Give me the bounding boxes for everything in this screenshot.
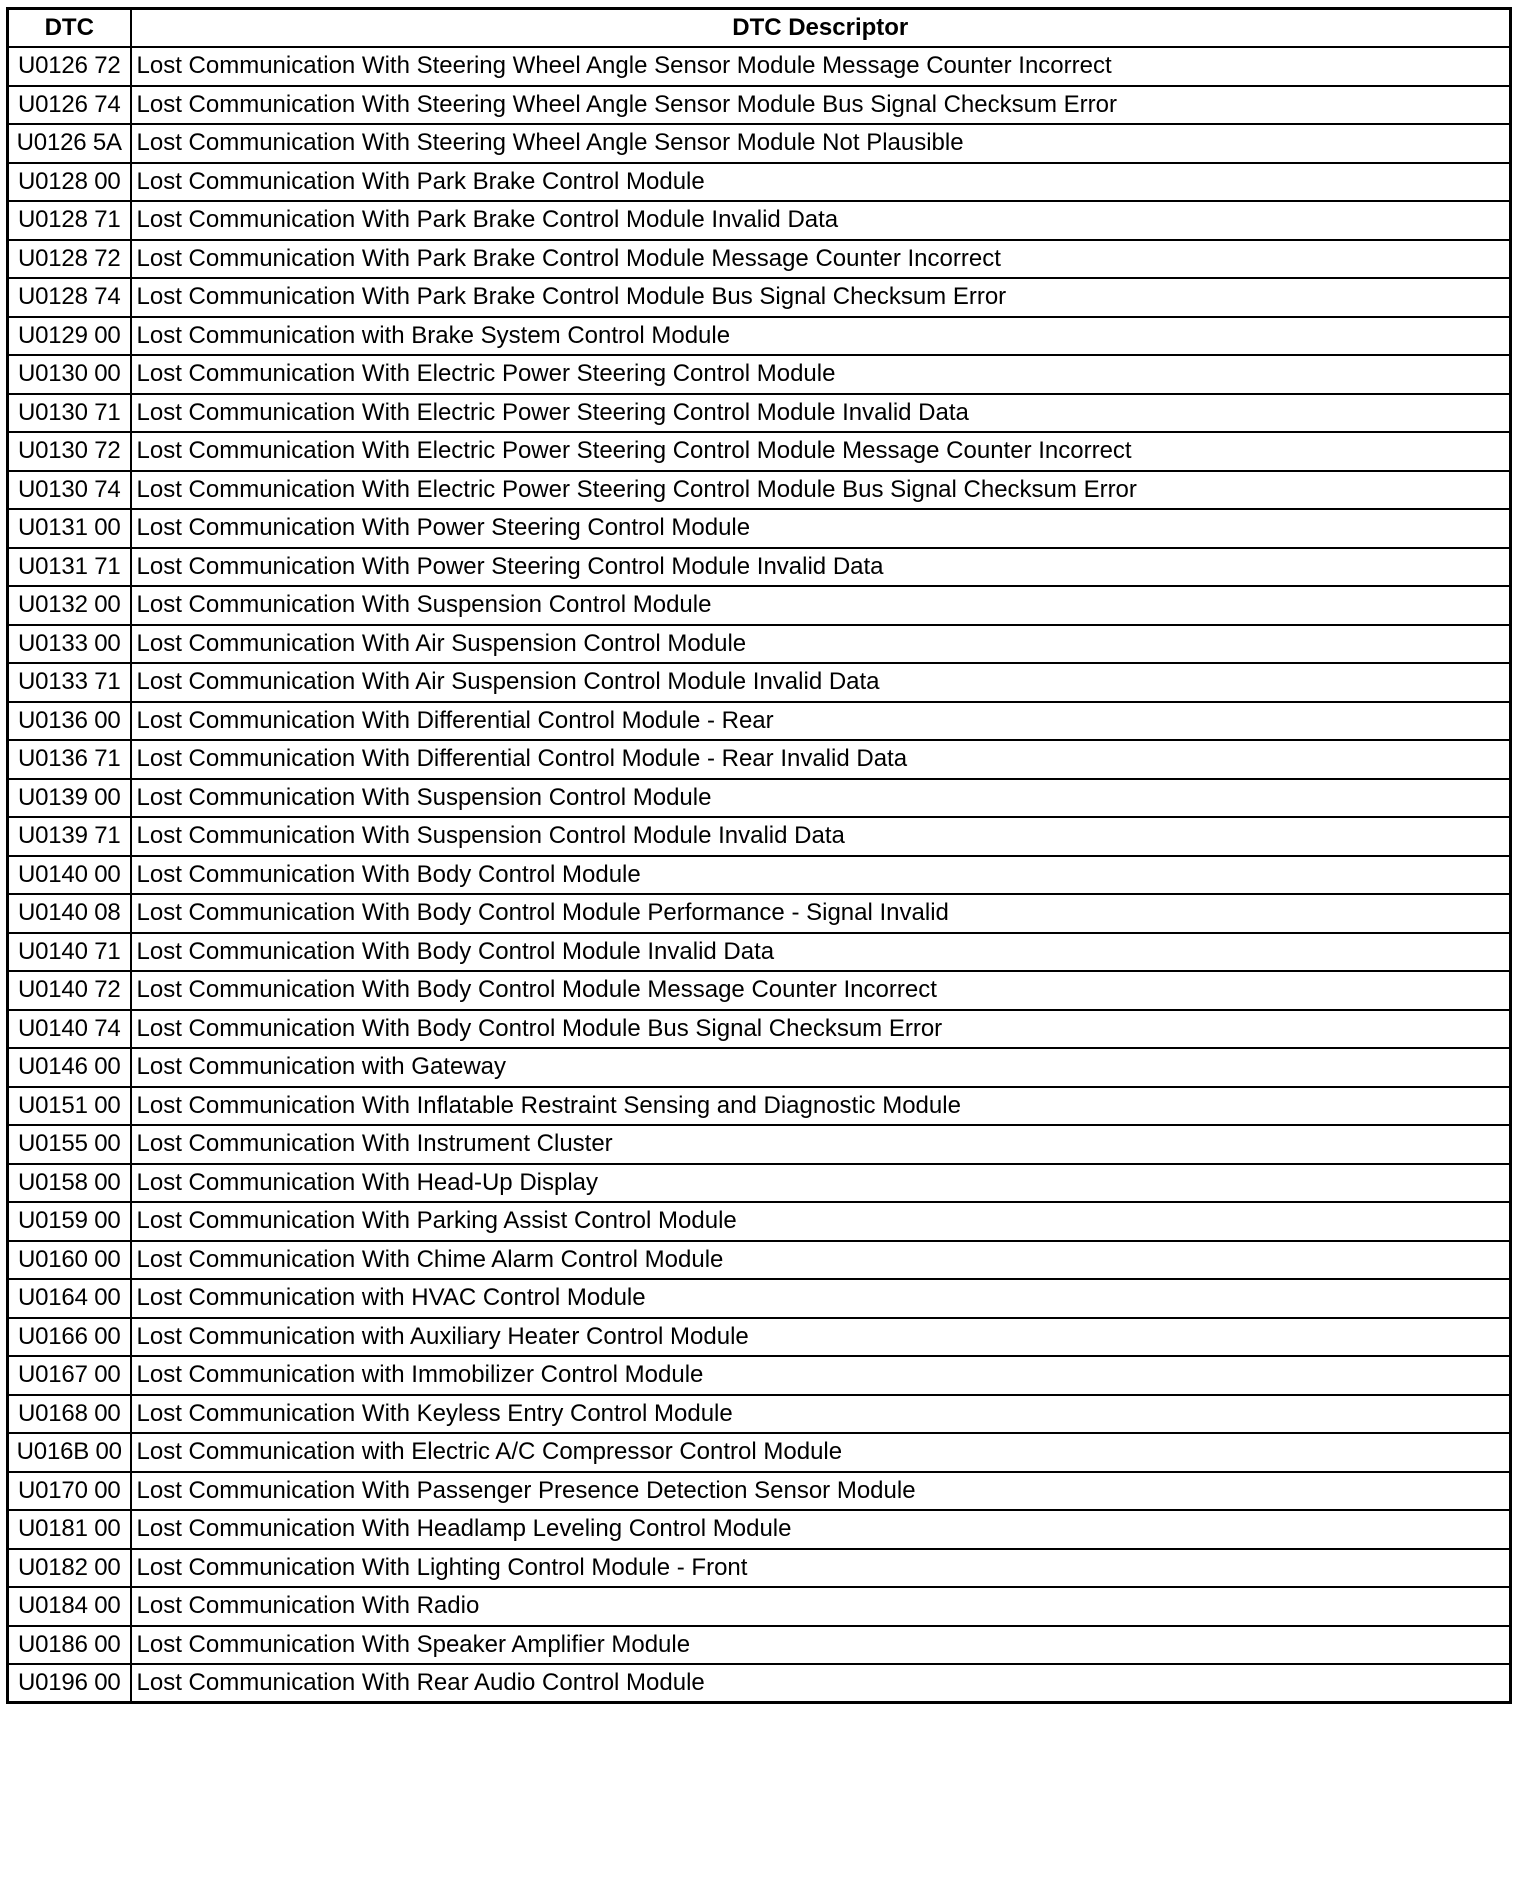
dtc-code-cell: U0126 72: [8, 47, 131, 86]
dtc-code-cell: U0130 74: [8, 471, 131, 510]
dtc-code-cell: U0139 71: [8, 817, 131, 856]
dtc-code-cell: U0167 00: [8, 1356, 131, 1395]
dtc-descriptor-cell: Lost Communication with HVAC Control Module: [131, 1279, 1511, 1318]
dtc-descriptor-cell: Lost Communication With Passenger Presence Detection Sensor Module: [131, 1472, 1511, 1511]
dtc-descriptor-cell: Lost Communication With Electric Power Steering Control Module Invalid Data: [131, 394, 1511, 433]
dtc-code-cell: U0159 00: [8, 1202, 131, 1241]
dtc-descriptor-cell: Lost Communication With Suspension Control Module Invalid Data: [131, 817, 1511, 856]
table-row: [8, 1125, 1511, 1164]
table-row: [8, 432, 1511, 471]
dtc-descriptor-cell: Lost Communication With Electric Power Steering Control Module Message Counter Incorrect: [131, 432, 1511, 471]
dtc-descriptor-cell: Lost Communication With Body Control Module Performance - Signal Invalid: [131, 894, 1511, 933]
table-row: [8, 1164, 1511, 1203]
table-row: [8, 971, 1511, 1010]
table-row: [8, 1356, 1511, 1395]
table-row: [8, 1626, 1511, 1665]
table-row: [8, 1549, 1511, 1588]
dtc-descriptor-cell: Lost Communication With Speaker Amplifier Module: [131, 1626, 1511, 1665]
dtc-descriptor-cell: Lost Communication With Electric Power Steering Control Module: [131, 355, 1511, 394]
table-row: [8, 278, 1511, 317]
table-row: [8, 740, 1511, 779]
dtc-code-cell: U0164 00: [8, 1279, 131, 1318]
table-row: [8, 1010, 1511, 1049]
table-row: [8, 163, 1511, 202]
dtc-descriptor-cell: Lost Communication With Park Brake Control Module Bus Signal Checksum Error: [131, 278, 1511, 317]
dtc-descriptor-cell: Lost Communication With Body Control Module: [131, 856, 1511, 895]
dtc-code-cell: U0166 00: [8, 1318, 131, 1357]
table-row: [8, 394, 1511, 433]
dtc-code-cell: U0128 00: [8, 163, 131, 202]
dtc-descriptor-cell: Lost Communication With Body Control Module Bus Signal Checksum Error: [131, 1010, 1511, 1049]
table-row: [8, 471, 1511, 510]
table-row: [8, 1472, 1511, 1511]
dtc-code-cell: U0140 74: [8, 1010, 131, 1049]
table-row: [8, 1279, 1511, 1318]
dtc-code-cell: U0139 00: [8, 779, 131, 818]
dtc-descriptor-cell: Lost Communication With Park Brake Control Module Invalid Data: [131, 201, 1511, 240]
dtc-descriptor-cell: Lost Communication With Steering Wheel Angle Sensor Module Bus Signal Checksum Error: [131, 86, 1511, 125]
dtc-code-cell: U0130 71: [8, 394, 131, 433]
dtc-code-cell: U0128 74: [8, 278, 131, 317]
dtc-descriptor-cell: Lost Communication with Brake System Control Module: [131, 317, 1511, 356]
table-row: [8, 625, 1511, 664]
table-row: [8, 1087, 1511, 1126]
dtc-descriptor-cell: Lost Communication With Differential Control Module - Rear Invalid Data: [131, 740, 1511, 779]
table-row: [8, 663, 1511, 702]
table-row: [8, 933, 1511, 972]
dtc-descriptor-cell: Lost Communication with Electric A/C Compressor Control Module: [131, 1433, 1511, 1472]
dtc-descriptor-cell: Lost Communication With Parking Assist Control Module: [131, 1202, 1511, 1241]
dtc-code-cell: U0168 00: [8, 1395, 131, 1434]
dtc-code-cell: U0146 00: [8, 1048, 131, 1087]
dtc-descriptor-cell: Lost Communication With Inflatable Restraint Sensing and Diagnostic Module: [131, 1087, 1511, 1126]
dtc-code-cell: U0126 5A: [8, 124, 131, 163]
table-row: [8, 1048, 1511, 1087]
dtc-code-cell: U0186 00: [8, 1626, 131, 1665]
dtc-descriptor-cell: Lost Communication With Body Control Module Invalid Data: [131, 933, 1511, 972]
dtc-descriptor-cell: Lost Communication with Immobilizer Control Module: [131, 1356, 1511, 1395]
dtc-code-cell: U0136 71: [8, 740, 131, 779]
dtc-code-cell: U0128 72: [8, 240, 131, 279]
dtc-descriptor-cell: Lost Communication With Steering Wheel Angle Sensor Module Not Plausible: [131, 124, 1511, 163]
header-dtc: DTC: [8, 9, 131, 48]
dtc-code-cell: U0181 00: [8, 1510, 131, 1549]
dtc-descriptor-cell: Lost Communication With Instrument Cluster: [131, 1125, 1511, 1164]
dtc-code-cell: U0136 00: [8, 702, 131, 741]
dtc-code-cell: U0133 71: [8, 663, 131, 702]
table-row: [8, 894, 1511, 933]
dtc-code-cell: U0128 71: [8, 201, 131, 240]
dtc-descriptor-cell: Lost Communication With Electric Power Steering Control Module Bus Signal Checksum Error: [131, 471, 1511, 510]
dtc-descriptor-cell: Lost Communication With Rear Audio Control Module: [131, 1664, 1511, 1703]
table-row: [8, 1241, 1511, 1280]
dtc-code-cell: U0140 71: [8, 933, 131, 972]
dtc-descriptor-cell: Lost Communication With Head-Up Display: [131, 1164, 1511, 1203]
dtc-descriptor-cell: Lost Communication With Suspension Control Module: [131, 586, 1511, 625]
dtc-code-cell: U0133 00: [8, 625, 131, 664]
table-row: [8, 856, 1511, 895]
dtc-descriptor-cell: Lost Communication With Body Control Module Message Counter Incorrect: [131, 971, 1511, 1010]
dtc-descriptor-cell: Lost Communication With Radio: [131, 1587, 1511, 1626]
dtc-code-cell: U0158 00: [8, 1164, 131, 1203]
dtc-code-cell: U0126 74: [8, 86, 131, 125]
dtc-descriptor-cell: Lost Communication With Suspension Control Module: [131, 779, 1511, 818]
dtc-descriptor-cell: Lost Communication with Gateway: [131, 1048, 1511, 1087]
header-dtc-descriptor: DTC Descriptor: [131, 9, 1511, 48]
dtc-code-cell: U0129 00: [8, 317, 131, 356]
table-row: [8, 355, 1511, 394]
dtc-code-cell: U0170 00: [8, 1472, 131, 1511]
dtc-code-cell: U0131 71: [8, 548, 131, 587]
dtc-descriptor-cell: Lost Communication With Keyless Entry Control Module: [131, 1395, 1511, 1434]
dtc-code-cell: U0130 72: [8, 432, 131, 471]
dtc-code-cell: U0140 72: [8, 971, 131, 1010]
table-row: [8, 817, 1511, 856]
table-row: [8, 586, 1511, 625]
table-row: [8, 47, 1511, 86]
table-row: [8, 201, 1511, 240]
table-row: [8, 1433, 1511, 1472]
table-row: [8, 779, 1511, 818]
dtc-code-cell: U0160 00: [8, 1241, 131, 1280]
dtc-descriptor-cell: Lost Communication With Steering Wheel Angle Sensor Module Message Counter Incorrect: [131, 47, 1511, 86]
dtc-descriptor-cell: Lost Communication With Power Steering Control Module: [131, 509, 1511, 548]
dtc-code-cell: U016B 00: [8, 1433, 131, 1472]
dtc-code-cell: U0131 00: [8, 509, 131, 548]
table-row: [8, 240, 1511, 279]
table-row: [8, 86, 1511, 125]
dtc-descriptor-cell: Lost Communication With Air Suspension Control Module Invalid Data: [131, 663, 1511, 702]
dtc-code-cell: U0140 00: [8, 856, 131, 895]
dtc-descriptor-cell: Lost Communication With Park Brake Control Module: [131, 163, 1511, 202]
table-row: [8, 1510, 1511, 1549]
table-row: [8, 1664, 1511, 1703]
table-row: [8, 124, 1511, 163]
dtc-code-cell: U0140 08: [8, 894, 131, 933]
dtc-descriptor-cell: Lost Communication With Park Brake Control Module Message Counter Incorrect: [131, 240, 1511, 279]
dtc-code-cell: U0155 00: [8, 1125, 131, 1164]
table-row: [8, 1202, 1511, 1241]
dtc-code-cell: U0151 00: [8, 1087, 131, 1126]
table-row: [8, 548, 1511, 587]
dtc-descriptor-cell: Lost Communication With Lighting Control Module - Front: [131, 1549, 1511, 1588]
dtc-code-cell: U0130 00: [8, 355, 131, 394]
dtc-code-cell: U0196 00: [8, 1664, 131, 1703]
dtc-code-cell: U0182 00: [8, 1549, 131, 1588]
dtc-code-cell: U0184 00: [8, 1587, 131, 1626]
table-row: [8, 509, 1511, 548]
dtc-descriptor-cell: Lost Communication With Power Steering Control Module Invalid Data: [131, 548, 1511, 587]
table-row: [8, 1318, 1511, 1357]
table-body: [8, 47, 1511, 1703]
dtc-descriptor-cell: Lost Communication With Air Suspension Control Module: [131, 625, 1511, 664]
table-row: [8, 1587, 1511, 1626]
table-row: [8, 702, 1511, 741]
table-header-row: [8, 9, 1511, 48]
table-row: [8, 1395, 1511, 1434]
table-row: [8, 317, 1511, 356]
dtc-descriptor-cell: Lost Communication with Auxiliary Heater Control Module: [131, 1318, 1511, 1357]
dtc-descriptor-cell: Lost Communication With Chime Alarm Control Module: [131, 1241, 1511, 1280]
dtc-code-cell: U0132 00: [8, 586, 131, 625]
dtc-descriptor-cell: Lost Communication With Differential Control Module - Rear: [131, 702, 1511, 741]
dtc-table: [6, 7, 1512, 1704]
dtc-descriptor-cell: Lost Communication With Headlamp Leveling Control Module: [131, 1510, 1511, 1549]
